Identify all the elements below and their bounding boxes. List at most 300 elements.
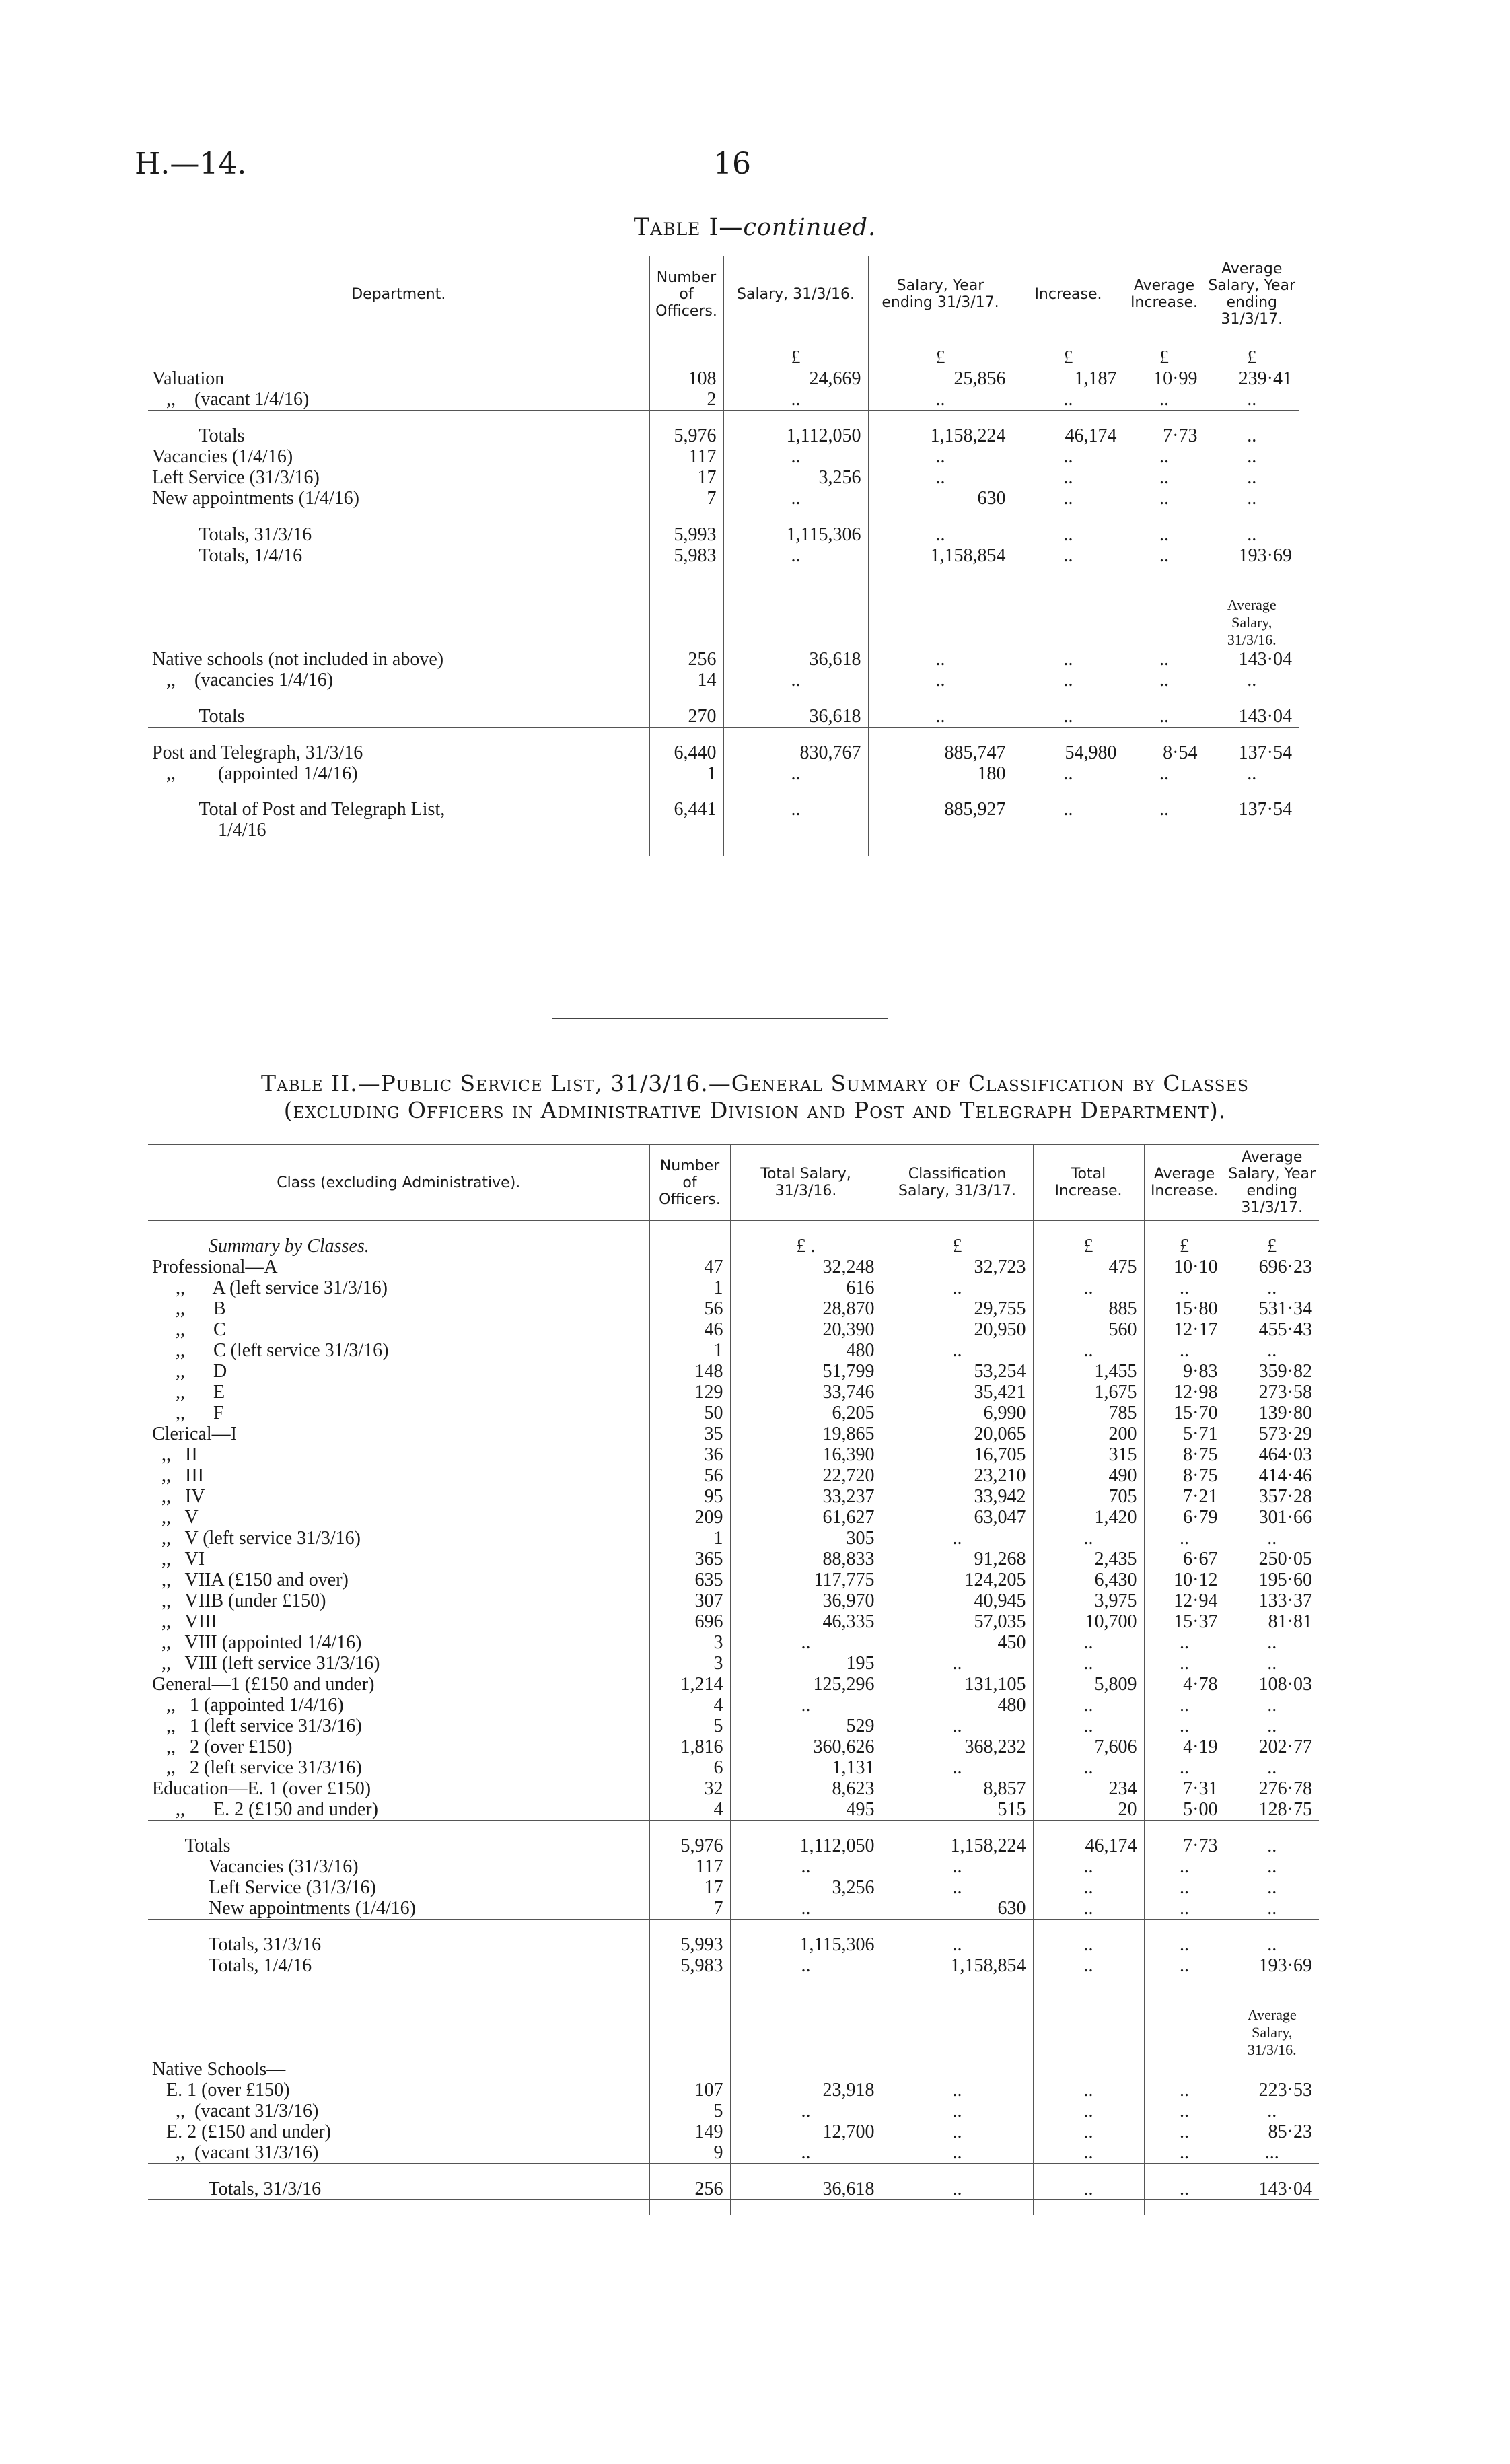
cell-value — [730, 1991, 882, 2006]
cell-value — [649, 1991, 730, 2006]
table-row — [148, 649, 1299, 670]
native-row — [148, 2121, 1319, 2142]
cell-value: .. — [1033, 1277, 1144, 1298]
cell-value: 515 — [882, 1799, 1033, 1821]
table-row — [148, 1277, 1319, 1298]
row-label: E. 2 (£150 and under) — [152, 2121, 331, 2142]
cell-value: .. — [882, 1653, 1033, 1674]
cell-value: 108 — [649, 368, 723, 389]
row-label — [148, 1821, 649, 1836]
cell-value: .. — [730, 1695, 882, 1716]
cell-value: 32 — [649, 1778, 730, 1799]
row-label: Total of Post and Telegraph List, — [152, 799, 445, 820]
cell-value — [649, 1976, 730, 1991]
cell-value: 16,390 — [730, 1444, 882, 1465]
cell-value: 9·83 — [1144, 1361, 1225, 1382]
cell-value: .. — [1033, 1340, 1144, 1361]
page-number: 16 — [713, 147, 751, 181]
cell-value: .. — [882, 2101, 1033, 2121]
cell-value — [730, 2006, 882, 2060]
cell-value: 6 — [649, 1757, 730, 1778]
cell-value: .. — [1225, 1277, 1319, 1298]
cell-value: 7,606 — [1033, 1736, 1144, 1757]
cell-value: 1,115,306 — [723, 524, 868, 545]
cell-value: 46,174 — [1033, 1835, 1144, 1856]
row-label: Post and Telegraph, 31/3/16 — [152, 742, 363, 763]
cell-value — [1033, 1920, 1144, 1935]
cell-value: 36,618 — [723, 706, 868, 728]
table2-header-row — [148, 1145, 1319, 1221]
row-label: Totals, 31/3/16 — [152, 2179, 322, 2199]
cell-value — [1144, 1221, 1225, 1236]
cell-value: .. — [730, 1632, 882, 1653]
row-label — [148, 509, 649, 525]
row-label: E. 1 (over £150) — [152, 2080, 290, 2101]
cell-value: .. — [1124, 799, 1205, 820]
cell-value: .. — [1124, 649, 1205, 670]
cell-value: 51,799 — [730, 1361, 882, 1382]
row-label: ,, VI — [152, 1549, 205, 1570]
cell-value: 5,983 — [649, 1955, 730, 1976]
cell-value — [882, 2200, 1033, 2216]
cell-value: 239·41 — [1205, 368, 1299, 389]
row-label: ,, C — [152, 1319, 226, 1340]
native-row — [148, 2080, 1319, 2101]
cell-value: 223·53 — [1225, 2080, 1319, 2101]
row-label — [148, 2006, 649, 2060]
cell-value: 2,435 — [1033, 1549, 1144, 1570]
cell-value: 9 — [649, 2142, 730, 2164]
cell-value — [868, 691, 1013, 707]
cell-value: 1,816 — [649, 1736, 730, 1757]
cell-value: 6,430 — [1033, 1570, 1144, 1590]
cell-value: 885,747 — [868, 742, 1013, 763]
spacer-row — [148, 1920, 1319, 1935]
cell-value: .. — [730, 1856, 882, 1877]
cell-value — [649, 1221, 730, 1236]
cell-value — [1124, 841, 1205, 857]
cell-value: 46,174 — [1013, 425, 1124, 446]
row-label: ,, E — [152, 1382, 225, 1403]
cell-value: .. — [1205, 446, 1299, 467]
cell-value: 32,723 — [882, 1257, 1033, 1277]
row-label: ,, (vacancies 1/4/16) — [152, 670, 334, 691]
row-label: ,, III — [152, 1465, 204, 1486]
cell-value: £ — [882, 1236, 1033, 1257]
cell-value: .. — [868, 670, 1013, 691]
cell-value: 5,983 — [649, 545, 723, 566]
row-label — [148, 411, 649, 426]
cell-value — [1033, 2059, 1144, 2080]
cell-value: 193·69 — [1205, 545, 1299, 566]
cell-value — [882, 2059, 1033, 2080]
cell-value: .. — [1205, 488, 1299, 509]
cell-value: .. — [1225, 1528, 1319, 1549]
cell-value: 4·78 — [1144, 1674, 1225, 1695]
row-label: ,, (vacant 31/3/16) — [152, 2142, 319, 2163]
cell-value: 10·99 — [1124, 368, 1205, 389]
row-label: ,, VIII — [152, 1611, 217, 1632]
cell-value: 7·21 — [1144, 1486, 1225, 1507]
cell-value: 785 — [1033, 1403, 1144, 1423]
cell-value: 5,993 — [649, 1934, 730, 1955]
table-row — [148, 1898, 1319, 1920]
cell-value: 1 — [649, 1340, 730, 1361]
cell-value — [723, 784, 868, 799]
cell-value — [882, 1991, 1033, 2006]
cell-value: 1,187 — [1013, 368, 1124, 389]
cell-value: .. — [1033, 1716, 1144, 1736]
cell-value — [1033, 1821, 1144, 1836]
cell-value — [1013, 820, 1124, 841]
cell-value: .. — [1225, 1934, 1319, 1955]
cell-value: 17 — [649, 1877, 730, 1898]
cell-value: .. — [1124, 545, 1205, 566]
row-label — [148, 596, 649, 649]
cell-value — [1124, 728, 1205, 743]
table-row — [148, 425, 1299, 446]
cell-value: 10·10 — [1144, 1257, 1225, 1277]
cell-value: 368,232 — [882, 1736, 1033, 1757]
cell-value: 3 — [649, 1653, 730, 1674]
col-average-salary: Average Salary, Year ending 31/3/17. — [1205, 256, 1299, 332]
cell-value: 696·23 — [1225, 1257, 1319, 1277]
cell-value — [1013, 581, 1124, 596]
cell-value: 5,993 — [649, 524, 723, 545]
cell-value — [882, 2006, 1033, 2060]
row-label — [148, 581, 649, 596]
cell-value: .. — [1013, 545, 1124, 566]
cell-value — [1144, 1991, 1225, 2006]
cell-value — [1013, 411, 1124, 426]
col-class: Class (excluding Administrative). — [148, 1145, 649, 1221]
cell-value: 15·70 — [1144, 1403, 1225, 1423]
cell-value — [723, 509, 868, 525]
cell-value: .. — [1225, 2101, 1319, 2121]
cell-value — [1033, 1221, 1144, 1236]
cell-value: 195 — [730, 1653, 882, 1674]
cell-value: 359·82 — [1225, 1361, 1319, 1382]
cell-value — [730, 1821, 882, 1836]
cell-value: 307 — [649, 1590, 730, 1611]
cell-value: .. — [1033, 1955, 1144, 1976]
cell-value — [1144, 2006, 1225, 2060]
cell-value: .. — [1033, 1653, 1144, 1674]
cell-value — [649, 2164, 730, 2179]
cell-value — [868, 509, 1013, 525]
table-row — [148, 1528, 1319, 1549]
cell-value: .. — [1144, 1898, 1225, 1920]
cell-value: .. — [1205, 389, 1299, 411]
cell-value — [1144, 1920, 1225, 1935]
cell-value — [730, 2059, 882, 2080]
cell-value — [1205, 784, 1299, 799]
cell-value: 1 — [649, 1528, 730, 1549]
cell-value — [1205, 509, 1299, 525]
cell-value: .. — [1144, 2121, 1225, 2142]
cell-value: .. — [723, 799, 868, 820]
cell-value: .. — [882, 2179, 1033, 2200]
cell-value — [1124, 332, 1205, 348]
cell-value: .. — [1033, 1632, 1144, 1653]
cell-value: 5 — [649, 2101, 730, 2121]
native-row — [148, 2142, 1319, 2164]
cell-value: .. — [1013, 467, 1124, 488]
cell-value — [882, 1920, 1033, 1935]
cell-value: 1 — [649, 763, 723, 784]
cell-value: .. — [1013, 524, 1124, 545]
cell-value: 276·78 — [1225, 1778, 1319, 1799]
cell-value — [1225, 1991, 1319, 2006]
table-row — [148, 1632, 1319, 1653]
cell-value — [1013, 566, 1124, 581]
cell-value — [882, 2164, 1033, 2179]
cell-value: 573·29 — [1225, 1423, 1319, 1444]
cell-value: £ — [723, 347, 868, 368]
cell-value: 10,700 — [1033, 1611, 1144, 1632]
cell-value — [1205, 411, 1299, 426]
cell-value — [723, 411, 868, 426]
cell-value: 137·54 — [1205, 799, 1299, 820]
table-row — [148, 2179, 1319, 2200]
cell-value — [649, 2059, 730, 2080]
row-label: ,, VIIA (£150 and over) — [152, 1570, 349, 1590]
cell-value: .. — [882, 1757, 1033, 1778]
cell-value: .. — [882, 1528, 1033, 1549]
cell-value — [649, 509, 723, 525]
cell-value: 8·54 — [1124, 742, 1205, 763]
cell-value: 480 — [882, 1695, 1033, 1716]
spacer-row — [148, 566, 1299, 581]
col-classification-salary: Classification Salary, 31/3/17. — [882, 1145, 1033, 1221]
cell-value: .. — [1225, 1757, 1319, 1778]
cell-value: 36 — [649, 1444, 730, 1465]
cell-value — [1205, 820, 1299, 841]
table-row — [148, 446, 1299, 467]
cell-value: 200 — [1033, 1423, 1144, 1444]
cell-value: 1,112,050 — [723, 425, 868, 446]
cell-value: 35 — [649, 1423, 730, 1444]
cell-value — [1144, 2059, 1225, 2080]
row-label: Native schools (not included in above) — [152, 649, 444, 670]
cell-value: .. — [1033, 1856, 1144, 1877]
cell-value — [723, 728, 868, 743]
cell-value — [1124, 581, 1205, 596]
cell-value: .. — [1144, 1695, 1225, 1716]
cell-value: 357·28 — [1225, 1486, 1319, 1507]
cell-value: 10·12 — [1144, 1570, 1225, 1590]
cell-value: .. — [1013, 649, 1124, 670]
table1-header-row — [148, 256, 1299, 332]
row-label: Left Service (31/3/16) — [152, 1877, 376, 1898]
row-label: Totals, 31/3/16 — [152, 1934, 322, 1955]
table-row — [148, 488, 1299, 509]
cell-value: 490 — [1033, 1465, 1144, 1486]
cell-value — [649, 841, 723, 857]
cell-value: 6,441 — [649, 799, 723, 820]
cell-value — [868, 581, 1013, 596]
cell-value — [1124, 509, 1205, 525]
cell-value — [868, 411, 1013, 426]
row-label — [148, 2164, 649, 2179]
cell-value: 1,214 — [649, 1674, 730, 1695]
cell-value: £ — [1124, 347, 1205, 368]
cell-value — [730, 1221, 882, 1236]
spacer-row — [148, 1221, 1319, 1236]
table-row — [148, 1465, 1319, 1486]
cell-value: .. — [882, 2080, 1033, 2101]
cell-value: 20,390 — [730, 1319, 882, 1340]
col-increase: Increase. — [1013, 256, 1124, 332]
cell-value — [649, 784, 723, 799]
row-label: ,, (vacant 31/3/16) — [152, 2101, 319, 2121]
col-total-increase: Total Increase. — [1033, 1145, 1144, 1221]
cell-value: .. — [1225, 1632, 1319, 1653]
cell-value — [649, 566, 723, 581]
row-label — [148, 2200, 649, 2216]
cell-value: £ — [868, 347, 1013, 368]
cell-value — [1144, 2164, 1225, 2179]
col-total-salary: Total Salary, 31/3/16. — [730, 1145, 882, 1221]
row-label: Totals — [152, 1835, 231, 1856]
cell-value — [1225, 2164, 1319, 2179]
cell-value: 360,626 — [730, 1736, 882, 1757]
post-total-row — [148, 799, 1299, 820]
cell-value: 36,970 — [730, 1590, 882, 1611]
cell-value: 133·37 — [1225, 1590, 1319, 1611]
row-label: Totals — [152, 425, 245, 446]
cell-value: 455·43 — [1225, 1319, 1319, 1340]
row-label: Totals, 1/4/16 — [152, 545, 303, 566]
row-label: ,, C (left service 31/3/16) — [152, 1340, 389, 1361]
cell-value — [1033, 1991, 1144, 2006]
col-officers: Number of Officers. — [649, 256, 723, 332]
table-row — [148, 706, 1299, 728]
cell-value: 256 — [649, 2179, 730, 2200]
cell-value: 2 — [649, 389, 723, 411]
cell-value: .. — [1033, 2179, 1144, 2200]
cell-value: 32,248 — [730, 1257, 882, 1277]
cell-value: 88,833 — [730, 1549, 882, 1570]
table-row — [148, 524, 1299, 545]
cell-value: 3,256 — [730, 1877, 882, 1898]
cell-value: 193·69 — [1225, 1955, 1319, 1976]
cell-value — [730, 2164, 882, 2179]
table-row — [148, 1934, 1319, 1955]
cell-value: 143·04 — [1205, 649, 1299, 670]
cell-value: 8,623 — [730, 1778, 882, 1799]
cell-value: 23,918 — [730, 2080, 882, 2101]
cell-value: 50 — [649, 1403, 730, 1423]
row-label: ,, V (left service 31/3/16) — [152, 1528, 361, 1549]
cell-value — [1144, 1821, 1225, 1836]
cell-value: 14 — [649, 670, 723, 691]
cell-value: 1 — [649, 1277, 730, 1298]
spacer-row — [148, 784, 1299, 799]
cell-value: 129 — [649, 1382, 730, 1403]
row-label: ,, F — [152, 1403, 224, 1423]
cell-value: 20,950 — [882, 1319, 1033, 1340]
cell-value: 148 — [649, 1361, 730, 1382]
cell-value: 5,976 — [649, 425, 723, 446]
cell-value: 301·66 — [1225, 1507, 1319, 1528]
cell-value — [1124, 691, 1205, 707]
cell-value: .. — [1124, 706, 1205, 728]
row-label — [148, 332, 649, 348]
cell-value: 36,618 — [730, 2179, 882, 2200]
spacer-row — [148, 509, 1299, 525]
cell-value: .. — [868, 446, 1013, 467]
cell-value — [1205, 581, 1299, 596]
cell-value — [1033, 1976, 1144, 1991]
cell-value: 7·31 — [1144, 1778, 1225, 1799]
row-label: Totals — [152, 706, 245, 727]
cell-value — [649, 1920, 730, 1935]
cell-value — [649, 1821, 730, 1836]
cell-value: .. — [1144, 1934, 1225, 1955]
cell-value: 4 — [649, 1799, 730, 1821]
row-label — [148, 566, 649, 581]
row-label: ,, 2 (left service 31/3/16) — [152, 1757, 362, 1778]
cell-value — [868, 784, 1013, 799]
cell-value: 17 — [649, 467, 723, 488]
table-row — [148, 1361, 1319, 1382]
cell-value: 3,975 — [1033, 1590, 1144, 1611]
cell-value: 6,440 — [649, 742, 723, 763]
cell-value: .. — [1013, 799, 1124, 820]
cell-value — [723, 566, 868, 581]
spacer-row — [148, 691, 1299, 707]
cell-value — [1205, 728, 1299, 743]
cell-value: 3 — [649, 1632, 730, 1653]
cell-value: .. — [1144, 2101, 1225, 2121]
cell-value: .. — [882, 2142, 1033, 2164]
cell-value: .. — [730, 1955, 882, 1976]
cell-value: .. — [1205, 763, 1299, 784]
col-average-salary: Average Salary, Year ending 31/3/17. — [1225, 1145, 1319, 1221]
row-label: ,, A (left service 31/3/16) — [152, 1277, 388, 1298]
cell-value: .. — [1225, 1340, 1319, 1361]
cell-value — [1225, 1920, 1319, 1935]
cell-value: 46,335 — [730, 1611, 882, 1632]
cell-value: .. — [1144, 2080, 1225, 2101]
cell-value: 143·04 — [1205, 706, 1299, 728]
row-label: ,, VIIB (under £150) — [152, 1590, 326, 1611]
cell-value: 124,205 — [882, 1570, 1033, 1590]
cell-value: 117 — [649, 1856, 730, 1877]
cell-value: 885,927 — [868, 799, 1013, 820]
cell-value: .. — [1124, 763, 1205, 784]
cell-value: 3,256 — [723, 467, 868, 488]
cell-value: .. — [1013, 446, 1124, 467]
cell-value: .. — [1225, 1898, 1319, 1920]
table-row — [148, 1799, 1319, 1821]
row-label: ,, B — [152, 1298, 226, 1319]
cell-value: £ — [1225, 1236, 1319, 1257]
cell-value: £ — [1033, 1236, 1144, 1257]
cell-value: 63,047 — [882, 1507, 1033, 1528]
cell-value — [1205, 566, 1299, 581]
cell-value: 128·75 — [1225, 1799, 1319, 1821]
spacer-row — [148, 841, 1299, 857]
spacer-row — [148, 1821, 1319, 1836]
cell-value: .. — [868, 649, 1013, 670]
cell-value — [1205, 332, 1299, 348]
row-label — [148, 691, 649, 707]
row-label — [148, 1236, 649, 1257]
cell-value — [649, 411, 723, 426]
cell-value: 464·03 — [1225, 1444, 1319, 1465]
